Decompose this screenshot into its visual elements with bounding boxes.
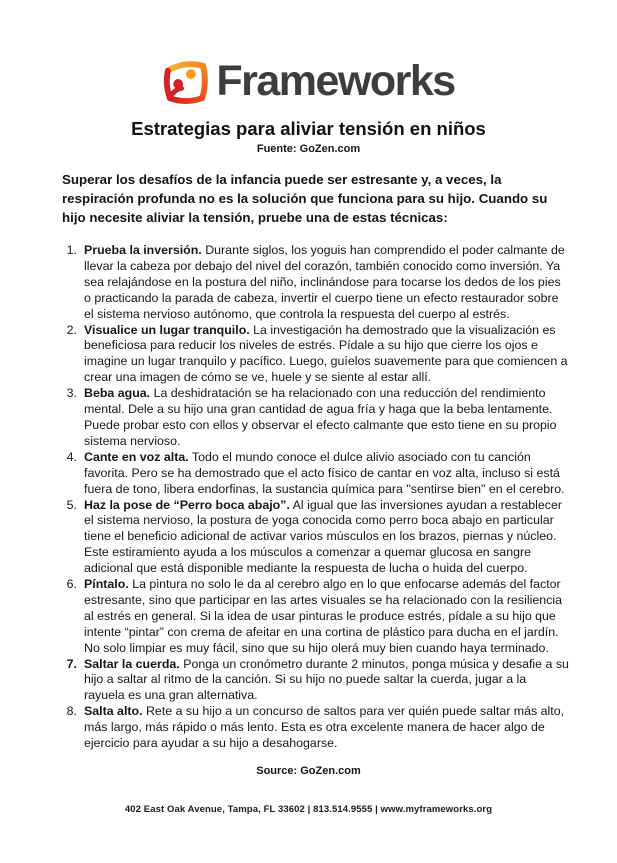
list-item [60,704,569,752]
source-line: Source: GoZen.com [256,765,361,777]
list-item [60,323,569,387]
item-lead: Cante en voz alta. [84,449,189,464]
frameworks-logo [0,54,617,108]
frameworks-logotype: Frameworks [216,56,455,105]
list-item [60,498,569,578]
list-item [60,450,569,498]
item-body: Al igual que las inversiones ayudan a restablecer el sistema nervioso, la postura de yoga conocida como perro boca abajo en particular tiene el beneficio adicional de activar varios músculos en los brazos, piernas y núcleo. Este estiramiento ayuda a los músculos a comenzar a quemar glucosa en sangre adicional que está disponible mediante la respuesta de lucha o huida del cuerpo. [84,497,562,576]
item-text [84,704,569,752]
item-lead: Haz la pose de “Perro boca abajo”. [84,497,290,512]
item-lead: Píntalo. [84,577,129,592]
item-lead: Saltar la cuerda. [84,656,180,671]
item-number: 4. [66,449,77,464]
item-text [84,243,569,323]
item-body: Rete a su hijo a un concurso de saltos para ver quién puede saltar más alto, más largo, más rápido o más lento. Esta es otra excelente manera de hacer algo de ejercicio para ayudar a su hijo a desahogarse. [84,704,565,751]
page-title: Estrategias para aliviar tensión en niños [131,118,486,139]
item-lead: Prueba la inversión. [84,243,202,257]
list-item [60,386,569,450]
item-text [84,323,569,387]
list-item [60,243,569,323]
item-body: Todo el mundo conoce el dulce alivio asociado con tu canción favorita. Pero se ha demostrado que el acto físico de cantar en voz alta, incluso si está fuera de tono, libera endorfinas, la sustancia química para "sentirse bien" en el cerebro. [84,449,565,496]
item-text [84,498,569,578]
item-body: La deshidratación se ha relacionado con una reducción del rendimiento mental. Dele a su hijo una gran cantidad de agua fría y haga que la beba lentamente. Puede probar esto con ellos y observar el efecto calmante que esto tiene en su propio sistema nervioso. [84,386,557,448]
document-page [0,54,617,863]
item-number: 8. [66,704,77,719]
item-body: Ponga un cronómetro durante 2 minutos, ponga música y desafie a su hijo a saltar al ritmo de la canción. Si su hijo no puede saltar la cuerda, jugar a la rayuela es una gran alternativa. [84,656,569,703]
list-item [60,657,569,705]
list-item [60,577,569,657]
item-body: La pintura no solo le da al cerebro algo en lo que enfocarse además del factor estresante, sino que participar en las artes visuales se ha relacionado con la resiliencia al estrés en general. Si la idea de usar pinturas le produce estrés, pídale a su hijo que intente “pintar” con crema de afeitar en una cortina de plástico para ducha en el jardín. No solo limpiar es muy fácil, sino que su hijo olerá muy bien cuando haya terminado. [84,577,562,655]
source-subtitle: Fuente: GoZen.com [256,143,361,155]
item-number: 5. [66,497,77,512]
item-number: 2. [66,322,77,337]
item-number: 3. [66,386,77,401]
item-lead: Visualice un lugar tranquilo. [84,322,250,337]
item-body: Durante siglos, los yoguis han comprendido el poder calmante de llevar la cabeza por debajo del nivel del corazón, también conocido como inversión. Ya sea relajándose en la postura del niño, inclinándose para tocarse los dedos de los pies o practicando la parada de cabeza, invertir el cuerpo tiene un efecto restaurador sobre el sistema nervioso autónomo, que controla la respuesta del cuerpo al estrés. [84,243,565,321]
intro-paragraph: Superar los desafíos de la infancia puede ser estresante y, a veces, la respiración profunda no es la solución que funciona para su hijo. Cuando su hijo necesite aliviar la tensión, pruebe una de estas técnicas: [62,172,548,225]
item-text [84,577,569,657]
item-number: 6. [66,577,77,592]
strategies-list [60,243,569,752]
item-number: 7. [66,656,77,671]
frameworks-frame-icon [162,58,209,105]
footer-contact: 402 East Oak Avenue, Tampa, FL 33602 | 813.514.9555 | www.myframeworks.org [124,804,493,815]
item-lead: Beba agua. [84,386,151,401]
item-lead: Salta alto. [84,704,143,719]
item-text [84,657,569,705]
item-text [84,386,569,450]
item-body: La investigación ha demostrado que la visualización es beneficiosa para reducir los niveles de estrés. Pídale a su hijo que cierre los ojos e imagine un lugar tranquilo y pacífico. Luego, guíelos suavemente para que comiencen a crear una imagen de cómo se ve, huele y se siente al estar allí. [84,322,568,385]
item-number: 1. [66,243,77,257]
item-text [84,450,569,498]
